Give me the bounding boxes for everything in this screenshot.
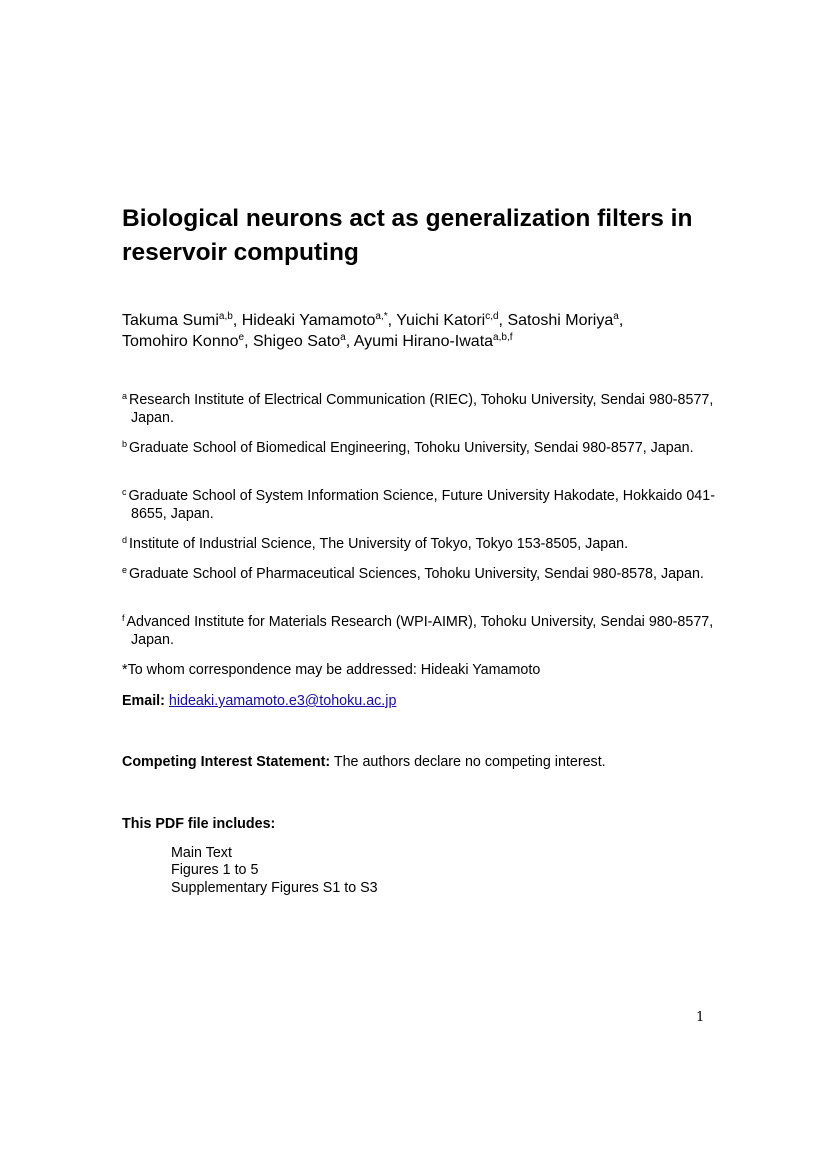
correspondence-note: *To whom correspondence may be addressed: Hideaki Yamamoto (122, 662, 541, 678)
email-line (122, 692, 742, 710)
competing-interest-statement (122, 753, 742, 771)
includes-heading: This PDF file includes: (122, 816, 276, 832)
affiliation: $^d$ Institute of Industrial Science, The University of Tokyo, Tokyo 153-8505, Japan. (122, 535, 629, 552)
author: Ayumi Hirano-Iwata$^{a,b,f}$ (353, 332, 513, 350)
includes-list (171, 845, 378, 897)
author: Yuichi Katori$^{c,d}$, (396, 311, 508, 329)
author: Hideaki Yamamoto$^{a,*}$, (241, 311, 397, 329)
author: Satoshi Moriya$^a$, (507, 311, 624, 329)
email-label: Email: (122, 693, 165, 709)
affiliation: $^f$ Advanced Institute for Materials Research (WPI-AIMR), Tohoku University, Sendai 980-8577, Japan. (122, 613, 714, 648)
author: Shigeo Sato$^a$, (252, 332, 354, 350)
author: Tomohiro Konno$^e$, (122, 332, 253, 350)
author-list (122, 310, 762, 352)
list-item: Main Text (171, 845, 232, 861)
affiliation: $^a$ Research Institute of Electrical Communication (RIEC), Tohoku University, Sendai 980-8577, Japan. (122, 391, 714, 426)
author: Takuma Sumi$^{a,b}$, (122, 311, 242, 329)
paper-title: Biological neurons act as generalization filters in reservoir computing (122, 205, 693, 266)
email-link[interactable]: hideaki.yamamoto.e3@tohoku.ac.jp (168, 693, 397, 709)
affiliation: $^c$ Graduate School of System Information Science, Future University Hakodate, Hokkaido 041-8655, Japan. (122, 487, 715, 522)
list-item: Figures 1 to 5 (171, 862, 259, 879)
list-item: Supplementary Figures S1 to S3 (171, 879, 378, 896)
affiliation: $^b$ Graduate School of Biomedical Engineering, Tohoku University, Sendai 980-8577, Japan. (122, 439, 694, 456)
affiliation: $^e$ Graduate School of Pharmaceutical Sciences, Tohoku University, Sendai 980-8578, Japan. (122, 565, 704, 582)
page-number: 1 (696, 1010, 705, 1025)
competing-interest-label: Competing Interest Statement: (122, 754, 331, 770)
competing-interest-text: The authors declare no competing interest. (333, 754, 606, 770)
